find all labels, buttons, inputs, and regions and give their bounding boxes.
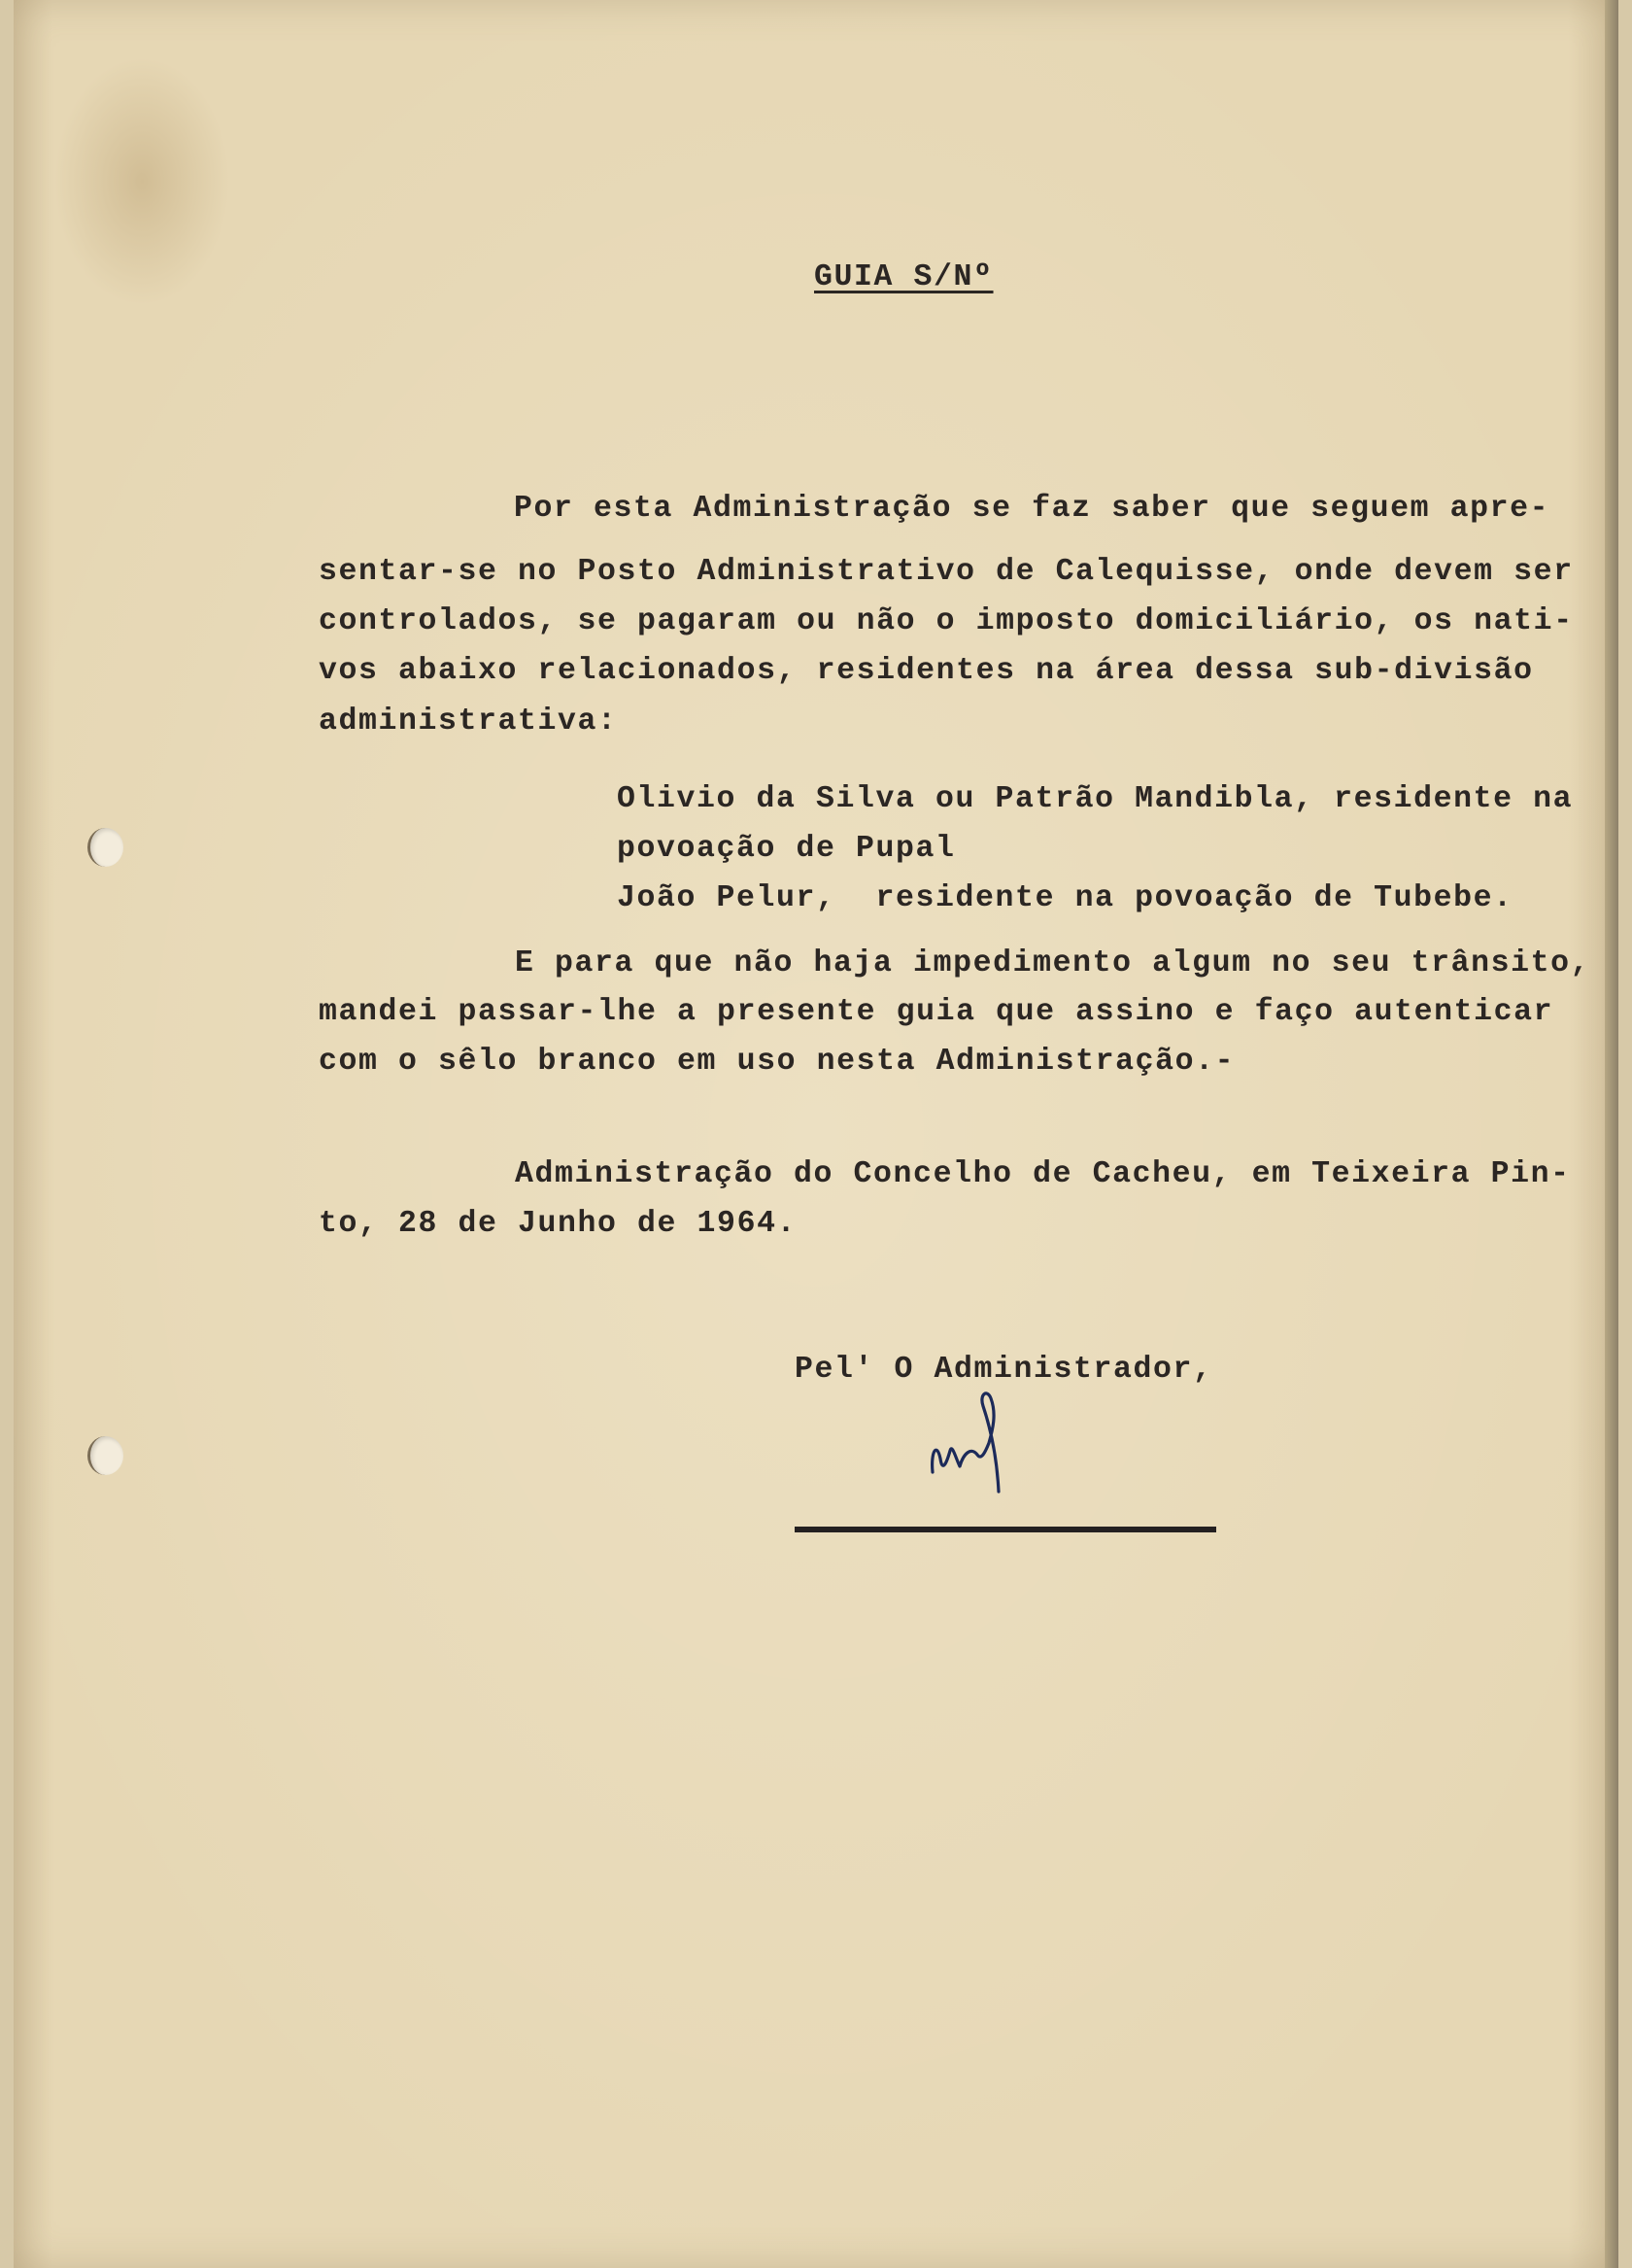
paragraph-1-line-3: controlados, se pagaram ou não o imposto domiciliário, os nati- [319, 604, 1574, 638]
paragraph-1-line-5: administrativa: [319, 704, 618, 739]
paragraph-1-line-4: vos abaixo relacionados, residentes na área dessa sub-divisão [319, 654, 1534, 688]
punch-hole-top [87, 828, 123, 867]
closing-line: Pel' O Administrador, [795, 1353, 1213, 1387]
signature-line [795, 1527, 1216, 1532]
punch-hole-bottom [87, 1436, 123, 1475]
paragraph-2-line-2: mandei passar-lhe a presente guia que assino e faço autenticar [319, 995, 1554, 1029]
dateline-line-1: Administração do Concelho de Cacheu, em Teixeira Pin- [515, 1157, 1571, 1191]
paper-edge [1605, 0, 1618, 2268]
paragraph-1-line-2: sentar-se no Posto Administrativo de Calequisse, onde devem ser [319, 555, 1574, 589]
document-title: GUIA S/Nº [814, 260, 994, 294]
paragraph-2-line-1: E para que não haja impedimento algum no seu trânsito, [515, 946, 1591, 980]
list-item-1-cont: povoação de Pupal [617, 832, 956, 866]
signature-mark [923, 1365, 1049, 1501]
list-item-2: João Pelur, residente na povoação de Tubebe. [617, 881, 1513, 915]
paragraph-1-line-1: Por esta Administração se faz saber que seguem apre- [514, 492, 1550, 526]
dateline-line-2: to, 28 de Junho de 1964. [319, 1207, 798, 1241]
paragraph-2-line-3: com o sêlo branco em uso nesta Administração.- [319, 1045, 1236, 1079]
paper-sheet [14, 0, 1618, 2268]
list-item-1: Olivio da Silva ou Patrão Mandibla, residente na [617, 782, 1574, 816]
